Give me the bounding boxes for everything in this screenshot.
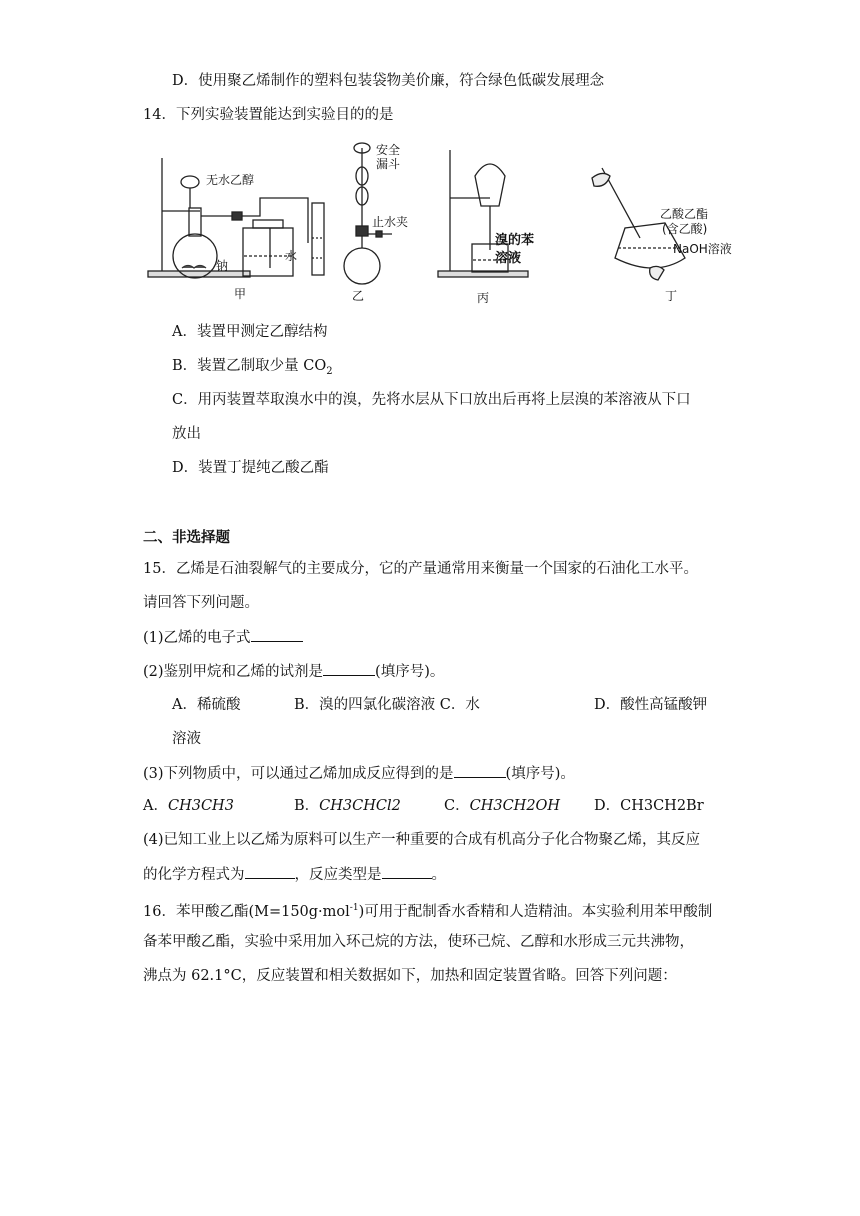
section-heading: 二、非选择题 [143,529,230,546]
q14-apparatus-figure [140,138,760,308]
q15-part4-mid: ，反应类型是 [294,867,382,883]
answer-blank[interactable] [323,661,375,676]
q16-line3: 沸点为 62.1°C，反应装置和相关数据如下，加热和固定装置省略。回答下列问题： [143,968,677,984]
caption-jia: 甲 [234,287,247,301]
q15-stem-line2: 请回答下列问题。 [143,595,259,611]
q15-part3-text: (3)下列物质中，可以通过乙烯加成反应得到的是 [143,766,454,782]
q15-part4-text: 的化学方程式为 [143,867,245,883]
q15-part2-option-a: A．稀硫酸 [172,697,241,713]
q16-line2: 备苯甲酸乙酯，实验中采用加入环己烷的方法，使环己烷、乙醇和水形成三元共沸物， [143,934,694,950]
q16-line1-post: )可用于配制香水香精和人造精油。本实验利用苯甲酸制 [358,903,713,920]
q15-stem-line1: 15．乙烯是石油裂解气的主要成分，它的产量通常用来衡量一个国家的石油化工水平。 [143,561,698,577]
q14-option-a: A．装置甲测定乙醇结构 [172,324,328,340]
q15-part1-text: (1)乙烯的电子式 [143,630,251,646]
answer-blank[interactable] [251,627,303,642]
q15-part3 [143,763,575,784]
option-c-label: C． [444,798,470,814]
q15-part2 [143,661,444,682]
label-sodium: 钠 [216,259,229,273]
answer-blank[interactable] [454,763,506,778]
q15-part2-text: (2)鉴别甲烷和乙烯的试剂是 [143,664,324,680]
q15-part2-option-d-cont: 溶液 [172,731,201,747]
q15-part1 [143,627,303,648]
q14-option-b [172,356,333,382]
q14-stem: 14．下列实验装置能达到实验目的的是 [143,107,394,123]
caption-yi: 乙 [352,289,365,303]
q14-option-c-line1: C．用丙装置萃取溴水中的溴，先将水层从下口放出后再将上层溴的苯溶液从下口 [172,392,691,408]
label-safety-funnel-2: 漏斗 [376,157,401,171]
label-water: 水 [285,249,298,263]
q16-line1-superscript: -1 [349,903,359,913]
q15-part2-option-d: D．酸性高锰酸钾 [594,697,708,713]
q15-part4-line2 [143,864,446,885]
label-ethyl-acetate-2: (含乙酸) [662,222,708,236]
q14-option-d: D．装置丁提纯乙酸乙酯 [172,460,329,476]
q13-option-d: D．使用聚乙烯制作的塑料包装袋物美价廉，符合绿色低碳发展理念 [172,73,605,89]
q15-part4-end: 。 [431,867,446,883]
q15-part3-suffix: (填序号)。 [505,766,575,782]
q15-part4-line1: (4)已知工业上以乙烯为原料可以生产一种重要的合成有机高分子化合物聚乙烯，其反应 [143,832,701,848]
q15-part3-option-c [444,796,560,816]
formula-ch3chcl2: CH3CHCl2 [319,798,401,814]
q15-part3-option-a [143,796,234,816]
label-safety-funnel-1: 安全 [376,143,401,157]
option-a-label: A． [143,798,168,814]
answer-blank[interactable] [245,864,295,879]
label-naoh-solution: NaOH溶液 [673,242,732,256]
q14-option-b-subscript: 2 [326,365,333,377]
formula-ch3ch3: CH3CH3 [167,798,234,814]
q16-line1-pre: 16．苯甲酸乙酯(M=150g·mol [143,903,350,920]
answer-blank[interactable] [382,864,432,879]
q15-part3-option-d: D．CH3CH2Br [594,798,704,814]
formula-ch3ch2oh: CH3CH2OH [469,798,561,814]
q14-option-c-line2: 放出 [172,426,201,442]
label-anhydrous-ethanol: 无水乙醇 [206,173,255,187]
q15-part2-option-bc: B．溴的四氯化碳溶液 C．水 [294,697,480,713]
q16-line1 [143,898,712,922]
label-water-clamp: 止水夹 [372,215,409,229]
q14-option-b-text: B．装置乙制取少量 CO [172,358,327,374]
caption-bing: 丙 [477,291,490,305]
q15-part2-suffix: (填序号)。 [375,664,445,680]
q15-part3-option-b [294,796,401,816]
caption-ding: 丁 [665,289,678,303]
label-bromine-benzene-1: 溴的苯 [495,233,535,248]
option-b-label: B． [294,798,320,814]
label-ethyl-acetate-1: 乙酸乙酯 [660,207,709,221]
label-bromine-benzene-2: 溶液 [495,251,522,266]
